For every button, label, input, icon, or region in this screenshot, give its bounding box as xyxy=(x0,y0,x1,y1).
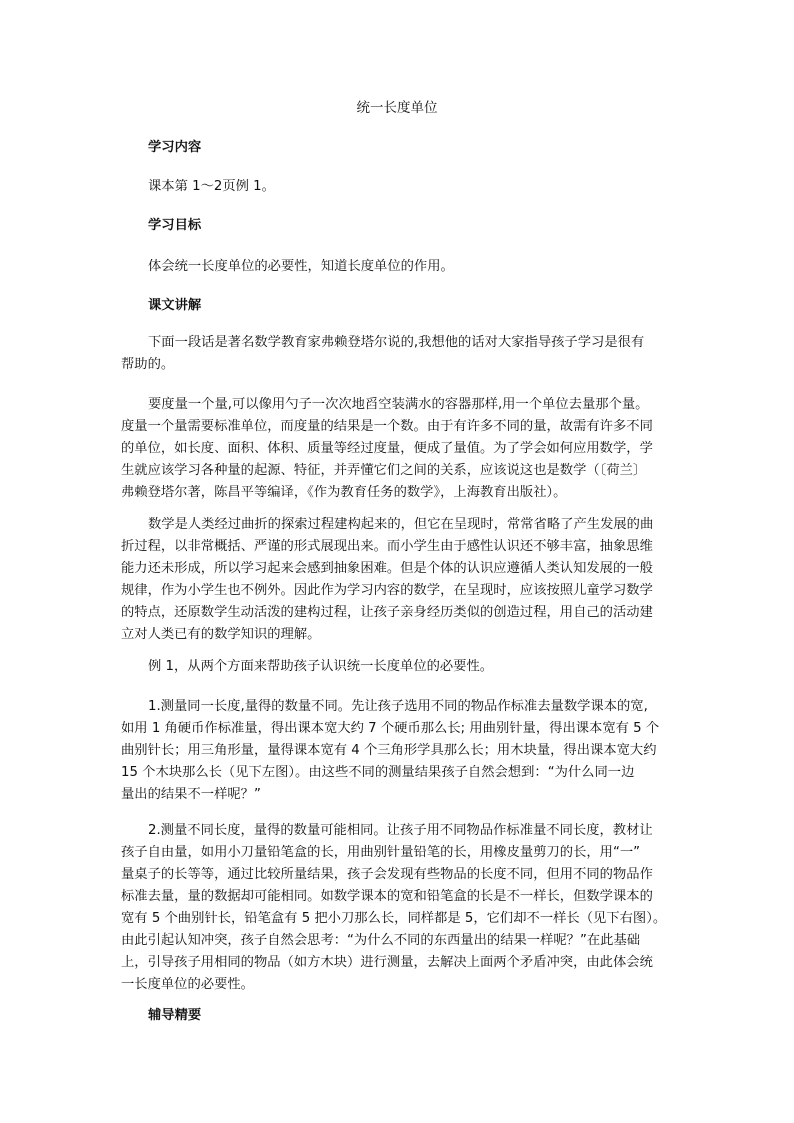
paragraph-4: 例 1，从两个方面来帮助孩子认识统一长度单位的必要性。 xyxy=(148,659,494,674)
heading-learning-goal: 学习目标 xyxy=(148,218,202,233)
learning-content-text: 课本第 1～2页例 1。 xyxy=(148,179,275,194)
paragraph-2: 要度量一个量,可以像用勺子一次次地舀空装满水的容器那样,用一个单位去量那个量。 度量一个量需要标准单位，而度量的结果是一个数。由于有许多不同的量，故需有许多不同 的单位，如长度、面积、体积、质量等经过度量，便成了量值。为了学会如何应用数学，学 生就应该学习各种量的起源、特征，并弄懂它们之间的关系，应该说这也是数学（〔荷兰〕 弗赖登塔尔著，陈昌平等编译，《作为教育任务的数学》，上海教育出版社）。 xyxy=(121,397,653,500)
paragraph-1: 下面一段话是著名数学教育家弗赖登塔尔说的,我想他的话对大家指导孩子学习是很有 帮助的。 xyxy=(121,335,645,372)
paragraph-6: 2.测量不同长度，量得的数量可能相同。让孩子用不同物品作标准量不同长度，教材让 孩子自由量，如用小刀量铅笔盒的长，用曲别针量铅笔的长，用橡皮量剪刀的长，用“一” 量桌子的长等等，通过比较所量结果，孩子会发现有些物品的长度不同，但用不同的物品作 标准去量，量的数据却可能相同。如数学课本的宽和铅笔盒的长是不一样长，但数学课本的 宽有 5 个曲别针长，铅笔盒有 5 把小刀那么长，同样都是 5，它们却不一样长（见下右图）。 由此引起认知冲突，孩子自然会思考：“为什么不同的东西量出的结果一样呢？”在此基础 上，引导孩子用相同的物品（如方木块）进行测量，去解决上面两个矛盾冲突，由此体会统 一长度单位的必要性。 xyxy=(121,823,667,992)
learning-goal-text: 体会统一长度单位的必要性，知道长度单位的作用。 xyxy=(148,259,454,274)
paragraph-5: 1.测量同一长度,量得的数量不同。先让孩子选用不同的物品作标准去量数学课本的宽, 如用 1 角硬币作标准量，得出课本宽大约 7 个硬币那么长; 用曲别针量，得出课本宽有 5 个 曲别针长；用三角形量，量得课本宽有 4 个三角形学具那么长；用木块量，得出课本宽大约 15 个木块那么长（见下左图）。由这些不同的测量结果孩子自然会想到：“为什么同一边 量出的结果不一样呢？” xyxy=(121,699,660,802)
paragraph-3: 数学是人类经过曲折的探索过程建构起来的，但它在呈现时，常常省略了产生发展的曲 折过程，以非常概括、严谨的形式展现出来。而小学生由于感性认识还不够丰富，抽象思维 能力还未形成，所以学习起来会感到抽象困难。但是个体的认识应遵循人类认知发展的一般 规律，作为小学生也不例外。因此作为学习内容的数学，在呈现时，应该按照儿童学习数学 的特点，还原数学生动活泼的建构过程，让孩子亲身经历类似的创造过程，用自己的活动建 立对人类已有的数学知识的理解。 xyxy=(121,517,654,642)
heading-text-explanation: 课文讲解 xyxy=(148,298,202,313)
heading-learning-content: 学习内容 xyxy=(148,140,202,155)
heading-guidance-essentials: 辅导精要 xyxy=(148,1008,202,1023)
document-title: 统一长度单位 xyxy=(356,100,438,116)
